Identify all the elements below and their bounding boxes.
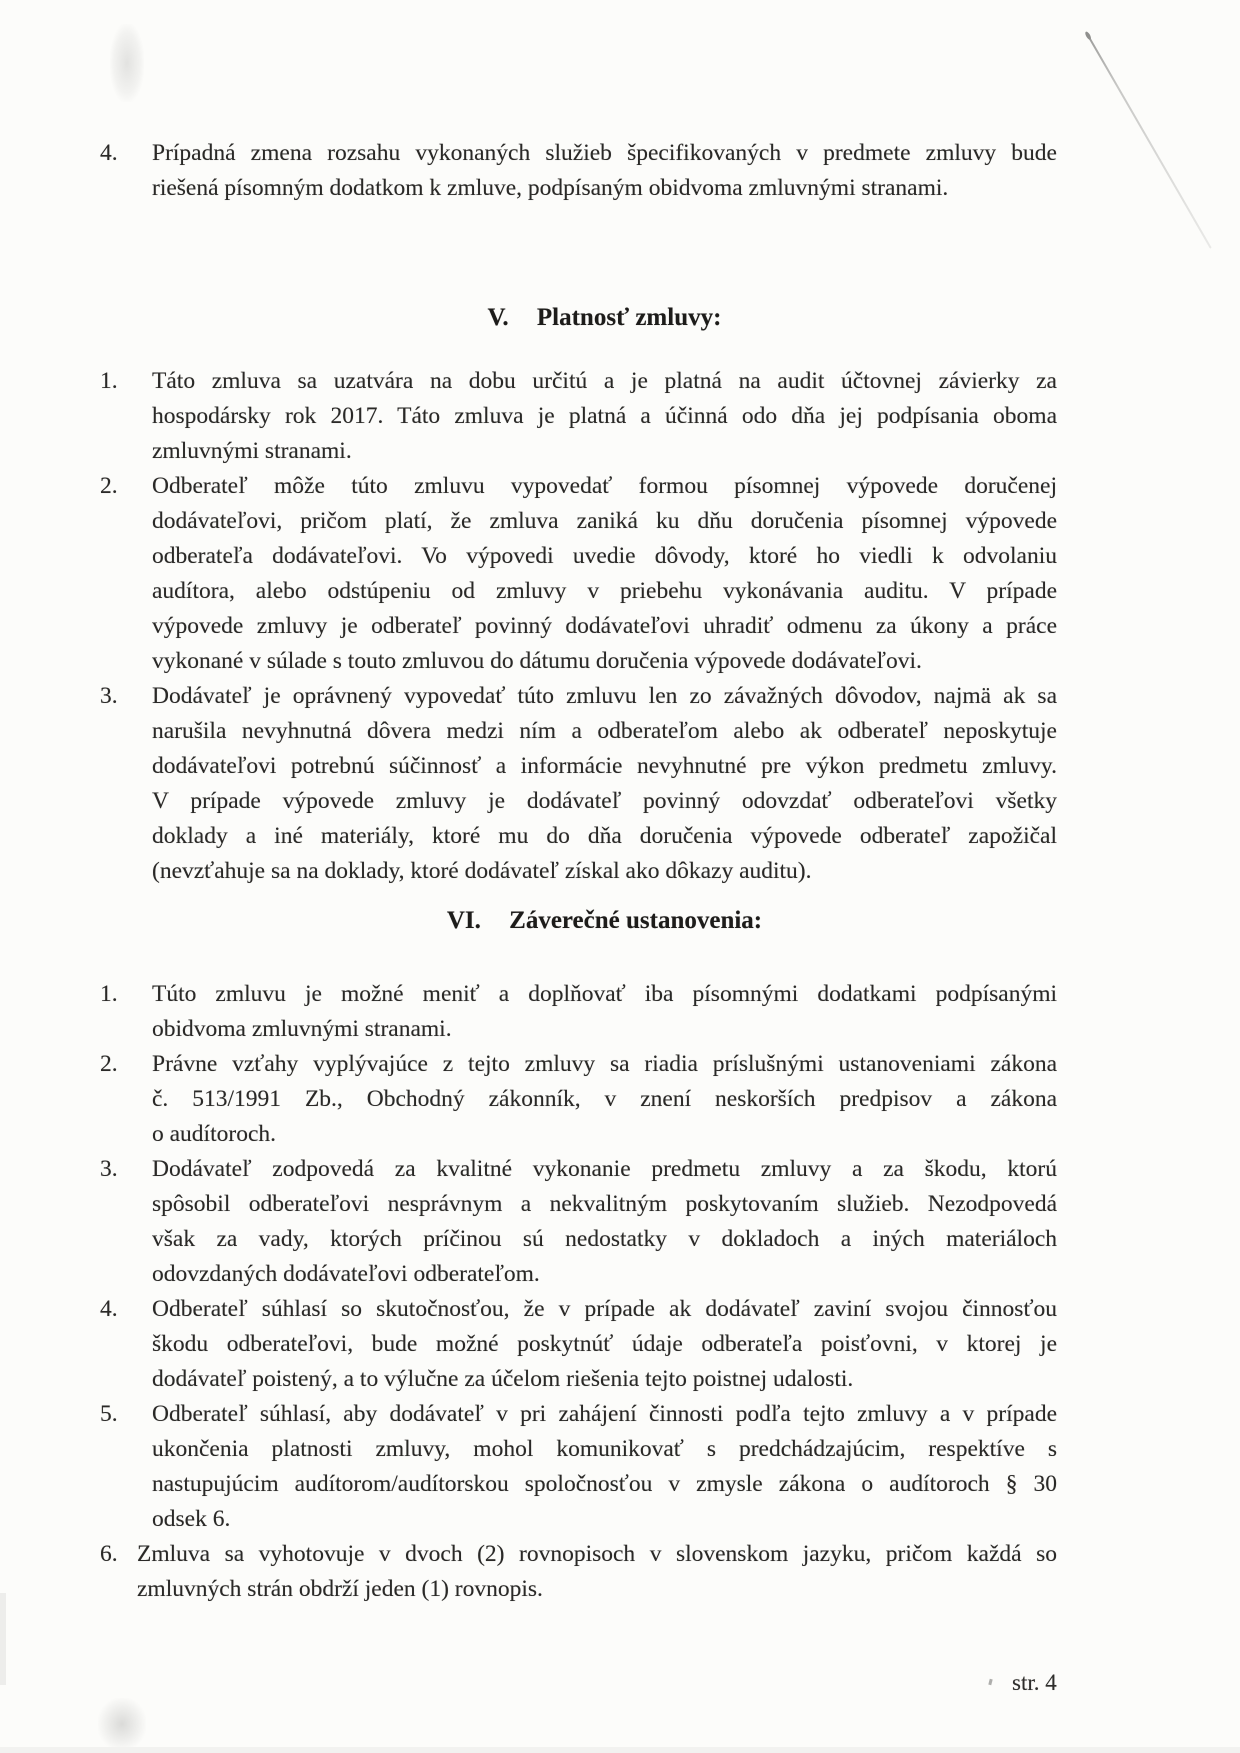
clause-line: audítora, alebo odstúpeniu od zmluvy v priebehu vykonávania auditu. V prípade: [152, 578, 1057, 604]
clause-line: (nevzťahuje sa na doklady, ktoré dodávateľ získal ako dôkazy auditu).: [152, 858, 812, 884]
clause-number: 4.: [100, 140, 118, 166]
clause-number: 1.: [100, 368, 118, 394]
clause-number: 2.: [100, 473, 118, 499]
clause-number: 4.: [100, 1296, 118, 1322]
clause-line: riešená písomným dodatkom k zmluve, podpísaným obidvoma zmluvnými stranami.: [152, 175, 949, 201]
clause-text: [152, 364, 1057, 469]
scan-speck: [988, 1679, 992, 1686]
clause-vi-4: [100, 1292, 1057, 1397]
clause-text: [137, 1537, 1057, 1607]
clause-number: 3.: [100, 1156, 118, 1182]
clause-line: odsek 6.: [152, 1506, 231, 1532]
clause-text: [152, 1047, 1057, 1152]
clause-line: V prípade výpovede zmluvy je dodávateľ povinný odovzdať odberateľovi všetky: [152, 788, 1057, 814]
scan-edge-left: [0, 1593, 6, 1685]
section-v-heading: [152, 300, 1057, 336]
clause-line: Odberateľ môže túto zmluvu vypovedať formou písomnej výpovede doručenej: [152, 473, 1057, 499]
section-v-clauses: [100, 364, 1057, 889]
clause-line: dodávateľovi, pričom platí, že zmluva zaniká ku dňu doručenia písomnej výpovede: [152, 508, 1057, 534]
clause-v-2: [100, 469, 1057, 679]
clause-number: 1.: [100, 981, 118, 1007]
clause-line: škodu odberateľovi, bude možné poskytnúť údaje odberateľa poisťovni, v ktorej je: [152, 1331, 1057, 1357]
section-number: VI.: [446, 907, 481, 934]
clause-line: výpovede zmluvy je odberateľ povinný dodávateľovi uhradiť odmenu za úkony a práce: [152, 613, 1057, 639]
clause-line: spôsobil odberateľovi nesprávnym a nekvalitným poskytovaním služieb. Nezodpovedá: [152, 1191, 1057, 1217]
clause-line: zmluvnými stranami.: [152, 438, 352, 464]
clause-v-3: [100, 679, 1057, 889]
scan-scratch-artifact: [1086, 33, 1212, 249]
clause-text: [152, 977, 1057, 1047]
section-title: Platnosť zmluvy:: [536, 304, 722, 331]
clause-line: Právne vzťahy vyplývajúce z tejto zmluvy sa riadia príslušnými ustanoveniami zákona: [152, 1051, 1057, 1077]
clause-line: narušila nevyhnutná dôvera medzi ním a odberateľom alebo ak odberateľ neposkytuje: [152, 718, 1057, 744]
clause-line: č. 513/1991 Zb., Obchodný zákonník, v znení neskorších predpisov a zákona: [152, 1086, 1057, 1112]
clause-line: Odberateľ súhlasí so skutočnosťou, že v prípade ak dodávateľ zaviní svojou činnosťou: [152, 1296, 1057, 1322]
document-body: [100, 0, 1057, 1607]
clause-vi-2: [100, 1047, 1057, 1152]
clause-number: 2.: [100, 1051, 118, 1077]
clause-line: o audítoroch.: [152, 1121, 276, 1147]
clause-line: Dodávateľ je oprávnený vypovedať túto zmluvu len zo závažných dôvodov, najmä ak sa: [152, 683, 1057, 709]
clause-vi-6: [100, 1537, 1057, 1607]
clause-line: Túto zmluvu je možné meniť a doplňovať iba písomnými dodatkami podpísanými: [152, 981, 1057, 1007]
clause-vi-3: [100, 1152, 1057, 1292]
clause-line: odberateľa dodávateľovi. Vo výpovedi uvedie dôvody, ktoré ho viedli k odvolaniu: [152, 543, 1057, 569]
clause-text: [152, 136, 1057, 206]
clause-line: hospodársky rok 2017. Táto zmluva je platná a účinná odo dňa jej podpísania oboma: [152, 403, 1057, 429]
clause-line: Táto zmluva sa uzatvára na dobu určitú a je platná na audit účtovnej závierky za: [152, 368, 1057, 394]
clause-line: Zmluva sa vyhotovuje v dvoch (2) rovnopisoch v slovenskom jazyku, pričom každá so: [137, 1541, 1057, 1567]
clause-vi-5: [100, 1397, 1057, 1537]
clause-line: odovzdaných dodávateľovi odberateľom.: [152, 1261, 540, 1287]
clause-line: ukončenia platnosti zmluvy, mohol komunikovať s predchádzajúcim, respektíve s: [152, 1436, 1057, 1462]
section-title: Záverečné ustanovenia:: [509, 907, 763, 934]
clause-line: vykonané v súlade s touto zmluvou do dátumu doručenia výpovede dodávateľovi.: [152, 648, 922, 674]
section-vi-heading: [152, 903, 1057, 939]
clause-line: Odberateľ súhlasí, aby dodávateľ v pri zahájení činnosti podľa tejto zmluvy a v prípade: [152, 1401, 1057, 1427]
clause-line: dodávateľ poistený, a to výlučne za účelom riešenia tejto poistnej udalosti.: [152, 1366, 854, 1392]
clause-iv-4: [100, 136, 1057, 206]
section-number: V.: [487, 304, 509, 331]
clause-line: Dodávateľ zodpovedá za kvalitné vykonanie predmetu zmluvy a za škodu, ktorú: [152, 1156, 1057, 1182]
scan-smudge-bottom-left: [98, 1698, 146, 1750]
clause-line: zmluvných strán obdrží jeden (1) rovnopis.: [137, 1576, 543, 1602]
clause-line: dodávateľovi potrebnú súčinnosť a informácie nevyhnutné pre výkon predmetu zmluvy.: [152, 753, 1057, 779]
clause-line: nastupujúcim audítorom/audítorskou spoločnosťou v zmysle zákona o audítoroch § 30: [152, 1471, 1057, 1497]
clause-line: doklady a iné materiály, ktoré mu do dňa doručenia výpovede odberateľ zapožičal: [152, 823, 1057, 849]
clause-line: však za vady, ktorých príčinou sú nedostatky v dokladoch a iných materiáloch: [152, 1226, 1057, 1252]
clause-text: [152, 679, 1057, 889]
clause-text: [152, 469, 1057, 679]
clause-number: 6.: [100, 1541, 118, 1567]
clause-text: [152, 1397, 1057, 1537]
clause-v-1: [100, 364, 1057, 469]
clause-text: [152, 1292, 1057, 1397]
clause-line: Prípadná zmena rozsahu vykonaných služieb špecifikovaných v predmete zmluvy bude: [152, 140, 1057, 166]
clause-number: 3.: [100, 683, 118, 709]
section-vi-clauses: [100, 977, 1057, 1607]
scan-edge-bottom: [0, 1747, 1240, 1753]
clause-text: [152, 1152, 1057, 1292]
clause-line: obidvoma zmluvnými stranami.: [152, 1016, 452, 1042]
page-number: str. 4: [1012, 1670, 1057, 1695]
clause-vi-1: [100, 977, 1057, 1047]
clause-number: 5.: [100, 1401, 118, 1427]
